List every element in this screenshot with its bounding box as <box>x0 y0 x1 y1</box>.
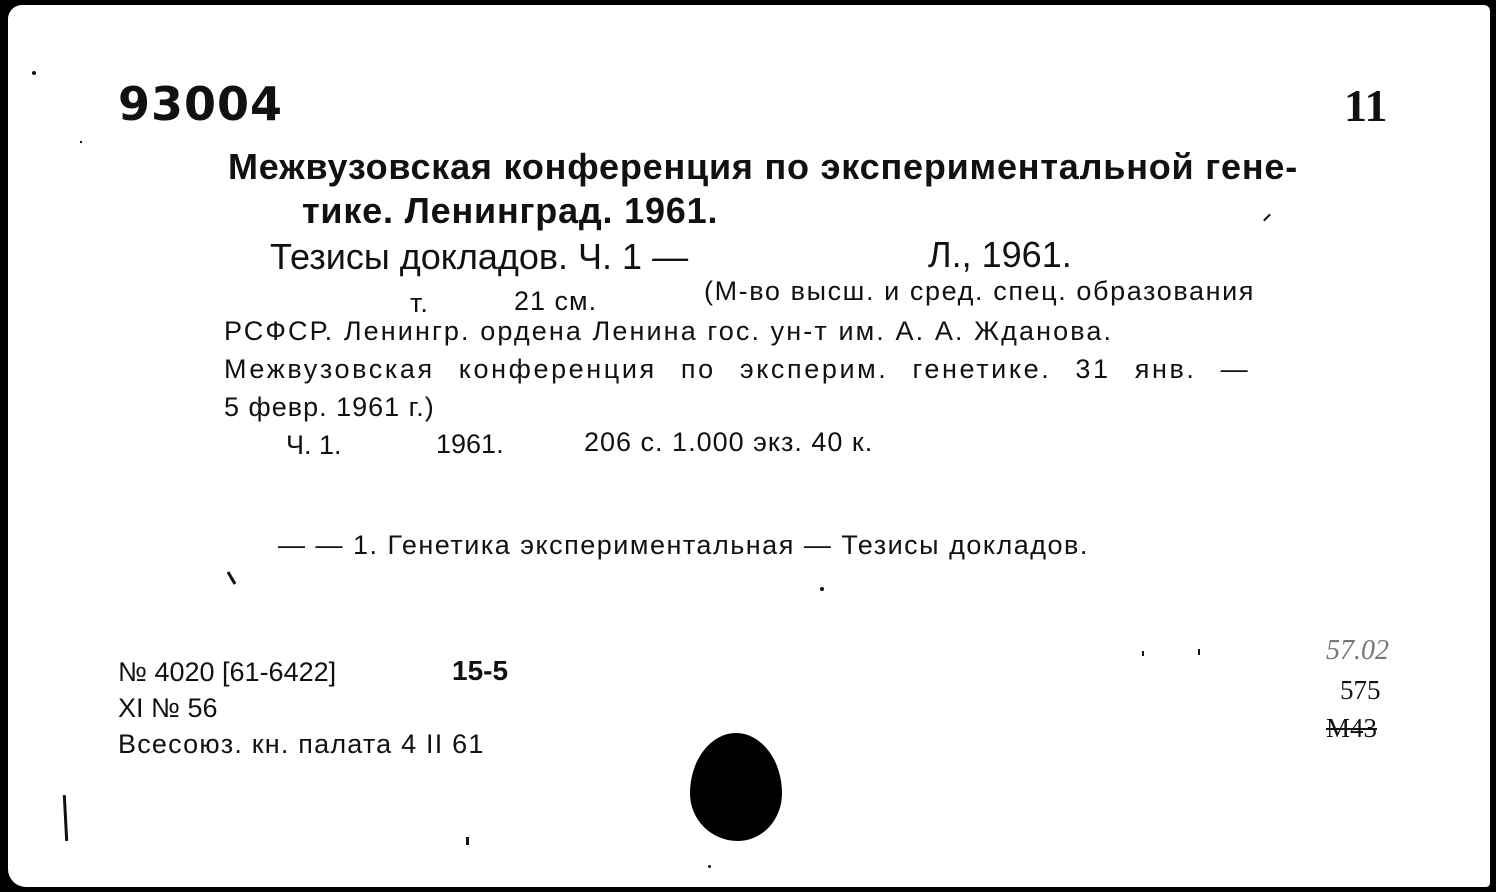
registry-line-3: Всесоюз. кн. палата 4 II 61 <box>118 729 485 759</box>
card-punch-hole <box>690 733 782 841</box>
title-line-1: Межвузовская конференция по экспериментальной гене- <box>228 146 1299 187</box>
catalog-card <box>8 5 1490 887</box>
tick-mark <box>227 571 237 585</box>
registry-line-1: № 4020 [61-6422] <box>118 657 337 687</box>
speck <box>820 587 824 591</box>
speck <box>708 865 711 868</box>
subtitle-part: Тезисы докладов. Ч. 1 — <box>270 236 689 277</box>
note-line-4: 5 февр. 1961 г.) <box>224 392 435 422</box>
pencil-mark <box>63 795 68 841</box>
note-size: 21 см. <box>514 286 598 316</box>
class-number-bottom: М43 <box>1326 713 1378 743</box>
note-volume: т. <box>410 288 429 318</box>
card-number: 11 <box>1344 80 1388 131</box>
subject-heading: — — 1. Генетика экспериментальная — Тезисы докладов. <box>278 530 1089 560</box>
speck <box>1142 651 1144 656</box>
note-line-1: (М-во высш. и сред. спец. образования <box>704 276 1256 306</box>
registry-code: 15-5 <box>452 655 509 686</box>
note-line-3: Межвузовская конференция по эксперим. генетике. 31 янв. — <box>224 354 1251 384</box>
note-line-2: РСФСР. Ленингр. ордена Ленина гос. ун-т им. А. А. Жданова. <box>224 316 1114 346</box>
class-number-mid: 575 <box>1340 675 1381 705</box>
subtitle-place: Л., 1961. <box>928 234 1072 275</box>
registry-line-2: XI № 56 <box>118 693 218 723</box>
tick-mark-upper <box>1263 214 1271 222</box>
title-line-2: тике. Ленинград. 1961. <box>302 190 719 231</box>
volume-year: 1961. <box>436 429 504 459</box>
volume-details: 206 с. 1.000 экз. 40 к. <box>584 427 874 457</box>
class-number-top: 57.02 <box>1326 635 1389 666</box>
speck <box>1198 649 1200 655</box>
volume-part: Ч. 1. <box>286 430 342 460</box>
accession-number: 93004 <box>118 77 284 131</box>
speck <box>80 141 82 143</box>
speck <box>466 837 469 845</box>
speck <box>32 71 36 75</box>
